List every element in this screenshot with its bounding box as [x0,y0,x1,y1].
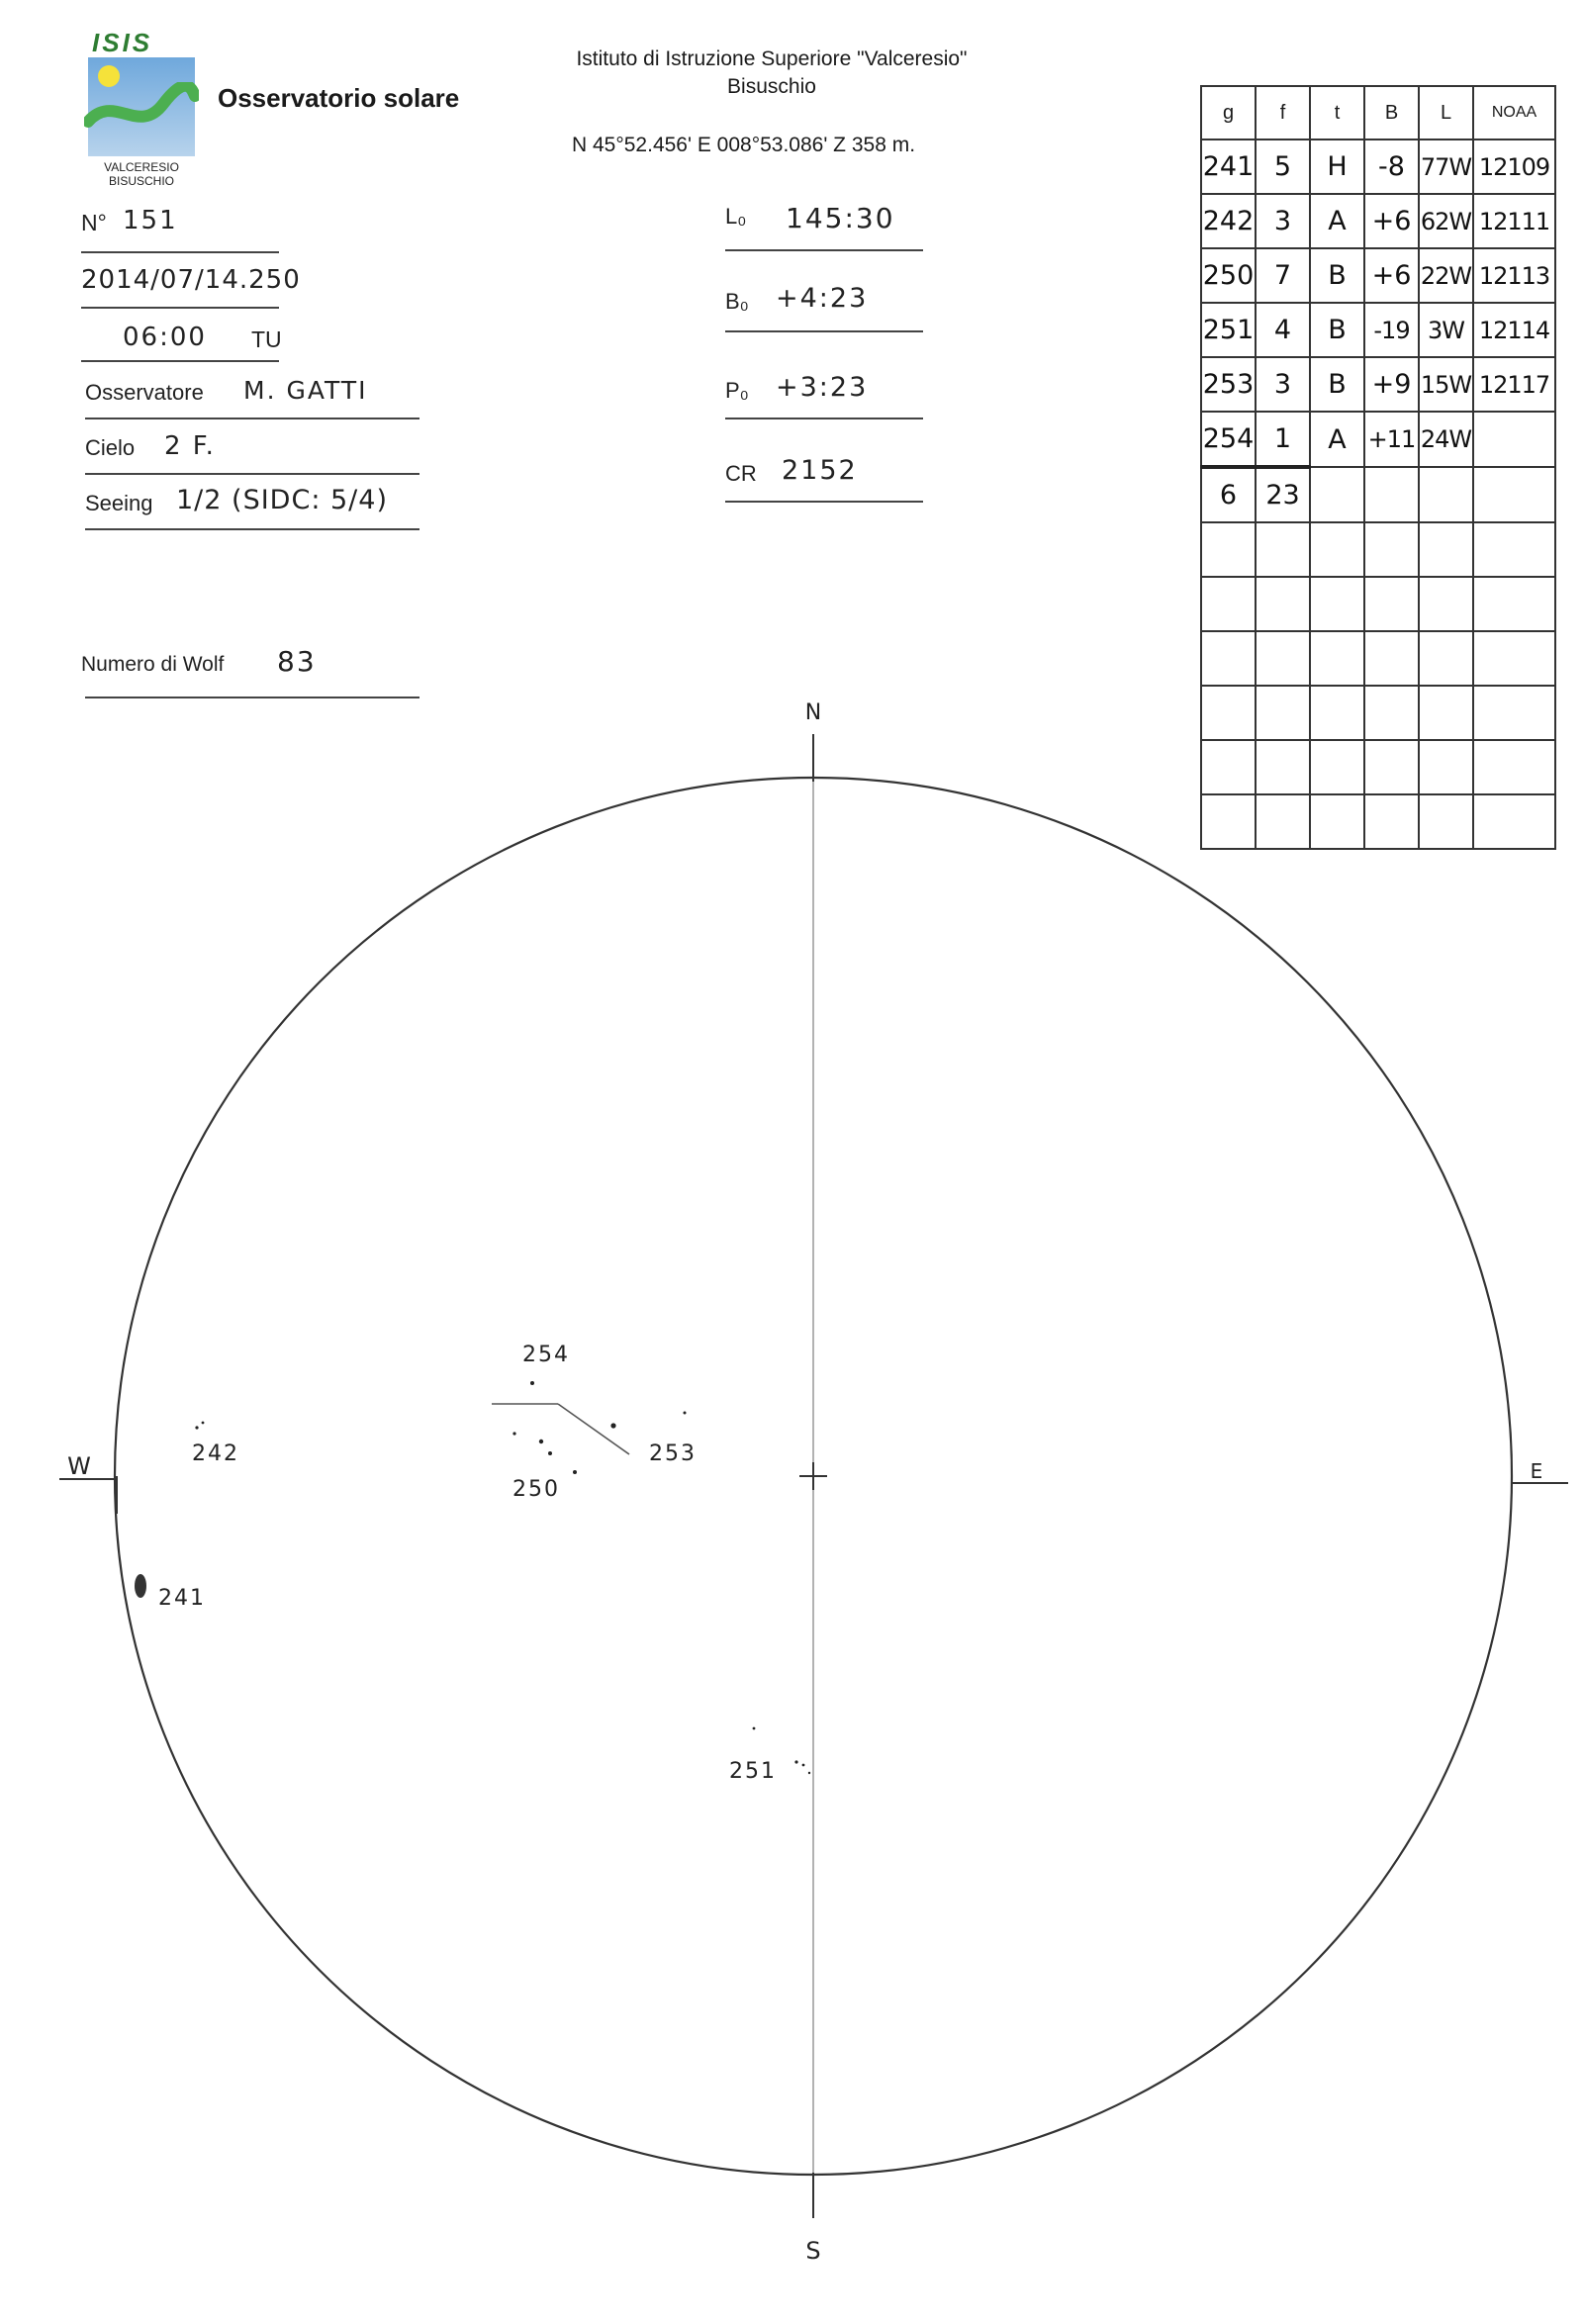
total-spots: 23 [1256,467,1310,522]
group-label-242: 242 [192,1441,239,1466]
sunspot [802,1764,805,1767]
cell-noaa: 12111 [1473,194,1555,248]
sunspot [202,1422,205,1425]
p0-label: P₀ [725,378,749,403]
number-label: N° [81,210,107,235]
sky-value: 2 F. [164,431,216,461]
logo-line-1: VALCERESIO [104,160,179,174]
observatory-coordinates: N 45°52.456' E 008°53.086' Z 358 m. [572,134,916,156]
cell-g: 250 [1201,248,1256,303]
institute-town: Bisuschio [727,75,816,98]
header-b: B [1364,86,1419,139]
logo-brand: ISIS [92,28,153,57]
cell-noaa: 12114 [1473,303,1555,357]
sunspot [610,1423,615,1428]
cr-value: 2152 [782,455,858,486]
header-t: t [1310,86,1364,139]
observatory-title: Osservatorio solare [218,83,460,113]
group-connector-line [558,1404,629,1454]
cell-t: B [1310,357,1364,412]
group-label-251: 251 [729,1759,777,1784]
sunspot [539,1440,543,1443]
cell-t: B [1310,248,1364,303]
header-g: g [1201,86,1256,139]
cell-b: +6 [1364,194,1419,248]
sunspot [512,1432,515,1435]
group-label-254: 254 [522,1343,570,1367]
sunspot-large [135,1574,146,1598]
cell-f: 4 [1256,303,1310,357]
cell-f: 1 [1256,412,1310,467]
cr-label: CR [725,461,757,486]
header-noaa: NOAA [1473,86,1555,139]
cell-l: 62W [1419,194,1473,248]
west-label: W [67,1452,91,1480]
seeing-value: 1/2 (SIDC: 5/4) [176,485,388,515]
total-groups: 6 [1201,467,1256,522]
cell-noaa: 12117 [1473,357,1555,412]
observation-date: 2014/07/14.250 [81,265,301,295]
group-label-250: 250 [512,1477,560,1502]
observation-number: 151 [123,206,178,235]
cell-l: 3W [1419,303,1473,357]
cell-b: +9 [1364,357,1419,412]
l0-value: 145:30 [786,202,895,234]
north-label: N [804,700,822,725]
south-label: S [805,2237,821,2265]
cell-f: 3 [1256,357,1310,412]
cell-b: +11 [1364,412,1419,467]
cell-noaa: 12113 [1473,248,1555,303]
p0-value: +3:23 [776,372,869,403]
b0-label: B₀ [725,289,749,314]
cell-l: 15W [1419,357,1473,412]
cell-g: 241 [1201,139,1256,194]
cell-f: 7 [1256,248,1310,303]
sunspot [808,1772,810,1774]
wolf-number: 83 [277,645,317,678]
l0-label: L₀ [725,204,747,229]
observer-name: M. GATTI [243,376,368,405]
observation-time: 06:00 [123,323,207,352]
header-l: L [1419,86,1473,139]
time-unit: TU [251,326,282,352]
sunspot [548,1451,552,1455]
institute-name: Istituto di Istruzione Superiore "Valceresio" [576,47,968,70]
cell-t: B [1310,303,1364,357]
logo-line-2: BISUSCHIO [108,174,174,188]
cell-t: A [1310,412,1364,467]
cell-b: +6 [1364,248,1419,303]
group-label-253: 253 [649,1441,697,1466]
cell-l: 24W [1419,412,1473,467]
sunspot [794,1760,797,1763]
observer-label: Osservatore [85,380,204,405]
seeing-label: Seeing [85,491,153,515]
cell-g: 251 [1201,303,1256,357]
b0-value: +4:23 [776,283,869,314]
cell-f: 3 [1256,194,1310,248]
header-f: f [1256,86,1310,139]
sunspot [573,1470,577,1474]
cell-b: -19 [1364,303,1419,357]
cell-t: A [1310,194,1364,248]
east-label: E [1530,1459,1543,1483]
cell-b: -8 [1364,139,1419,194]
cell-g: 254 [1201,412,1256,467]
cell-l: 77W [1419,139,1473,194]
cell-noaa: 12109 [1473,139,1555,194]
sky-label: Cielo [85,435,136,460]
sunspot [195,1426,198,1429]
cell-g: 253 [1201,357,1256,412]
group-label-241: 241 [158,1586,206,1611]
cell-g: 242 [1201,194,1256,248]
sunspot [753,1727,756,1730]
cell-l: 22W [1419,248,1473,303]
cell-t: H [1310,139,1364,194]
wolf-label: Numero di Wolf [81,653,225,676]
cell-f: 5 [1256,139,1310,194]
sunspot [684,1412,687,1415]
sunspot [530,1381,534,1385]
